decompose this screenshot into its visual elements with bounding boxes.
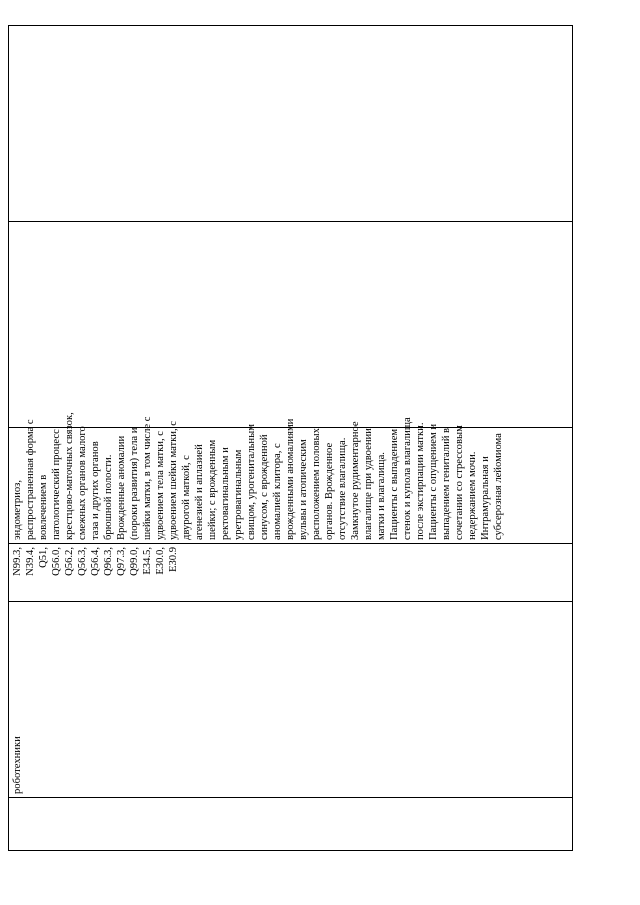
description-line: отсутствие влагалища. <box>337 437 348 540</box>
description-line: двурогой маткой, с <box>181 455 192 540</box>
description-line: врожденными аномалиями <box>285 418 296 540</box>
code-line: Q56.0, <box>51 547 62 576</box>
method-text: роботехники <box>12 736 23 794</box>
description-line: смежных органов малого <box>77 426 88 540</box>
rotated-table <box>8 26 573 851</box>
description-line: влагалище при удвоении <box>363 428 374 540</box>
table-row <box>9 26 573 851</box>
description-line: ректовагинальным и <box>220 447 231 540</box>
description-line: Интрамуральная и <box>480 456 491 540</box>
description-line: Пациенты с выпадением <box>389 428 400 540</box>
code-line: N39.4, <box>25 547 36 576</box>
description-line: удвоением шейки матки, с <box>168 421 179 540</box>
code-line: E34.5, <box>142 547 153 575</box>
description-line: стенок и купола влагалища <box>402 417 413 540</box>
description-line: синусом, с врожденной <box>259 434 270 540</box>
description-line: вульвы и атопическим <box>298 439 309 540</box>
description-line: (пороки развития) тела и <box>129 427 140 540</box>
code-line: Q56.2, <box>64 547 75 576</box>
description-line: Врожденные аномалии <box>116 435 127 540</box>
description-line: выпадением гениталий в <box>441 427 452 540</box>
description-line: аномалией клитора, с <box>272 443 283 540</box>
code-line: N99.3, <box>12 547 23 576</box>
description-line: агенезией и аплазией <box>194 444 205 540</box>
code-line: Q97.3, <box>116 547 127 576</box>
description-line: субсерозная лейомиома <box>493 433 504 540</box>
table-cell-empty-1 <box>9 798 573 851</box>
code-line: Q51, <box>38 547 49 568</box>
description-line: Пациенты с опущением и <box>428 424 439 540</box>
description-line: крестцово-маточных связок, <box>64 412 75 540</box>
description-line: органов. Врожденное <box>324 442 335 540</box>
table-cell-empty-3 <box>9 26 573 222</box>
table-cell-method <box>9 602 573 798</box>
description-line: Замкнутое рудиментарное <box>350 421 361 540</box>
medical-care-table <box>8 25 573 851</box>
description-line: брюшной полости. <box>103 454 114 540</box>
description-line: таза и других органов <box>90 441 101 540</box>
code-line: E30.9 <box>168 547 179 573</box>
description-line: сочетании со стрессовым <box>454 425 465 540</box>
description-line: уретровагинальным <box>233 449 244 540</box>
code-line: E30.0, <box>155 547 166 575</box>
description-line: распространенная форма с <box>25 419 36 540</box>
description-line: патологический процесс <box>51 429 62 540</box>
description-line: эндометриоз, <box>12 480 23 540</box>
table-cell-description <box>9 412 573 544</box>
description-line: недержанием мочи. <box>467 451 478 540</box>
description-line: шейки матки, в том числе с <box>142 416 153 540</box>
code-line: Q99.0, <box>129 547 140 576</box>
table-cell-codes <box>9 544 573 602</box>
rotated-table-container <box>8 26 573 851</box>
description-line: шейки; с врожденным <box>207 439 218 540</box>
code-line: Q96.3, <box>103 547 114 576</box>
code-line: Q56.3, <box>77 547 88 576</box>
description-line: после экстирпации матки. <box>415 422 426 540</box>
description-line: свищом, урогенитальным <box>246 424 257 540</box>
description-line: расположением половых <box>311 428 322 540</box>
code-line: Q56.4, <box>90 547 101 576</box>
table-cell-empty-2 <box>9 222 573 428</box>
description-line: удвоением тела матки, с <box>155 431 166 540</box>
description-line: матки и влагалища. <box>376 452 387 540</box>
description-line: вовлечением в <box>38 474 49 540</box>
